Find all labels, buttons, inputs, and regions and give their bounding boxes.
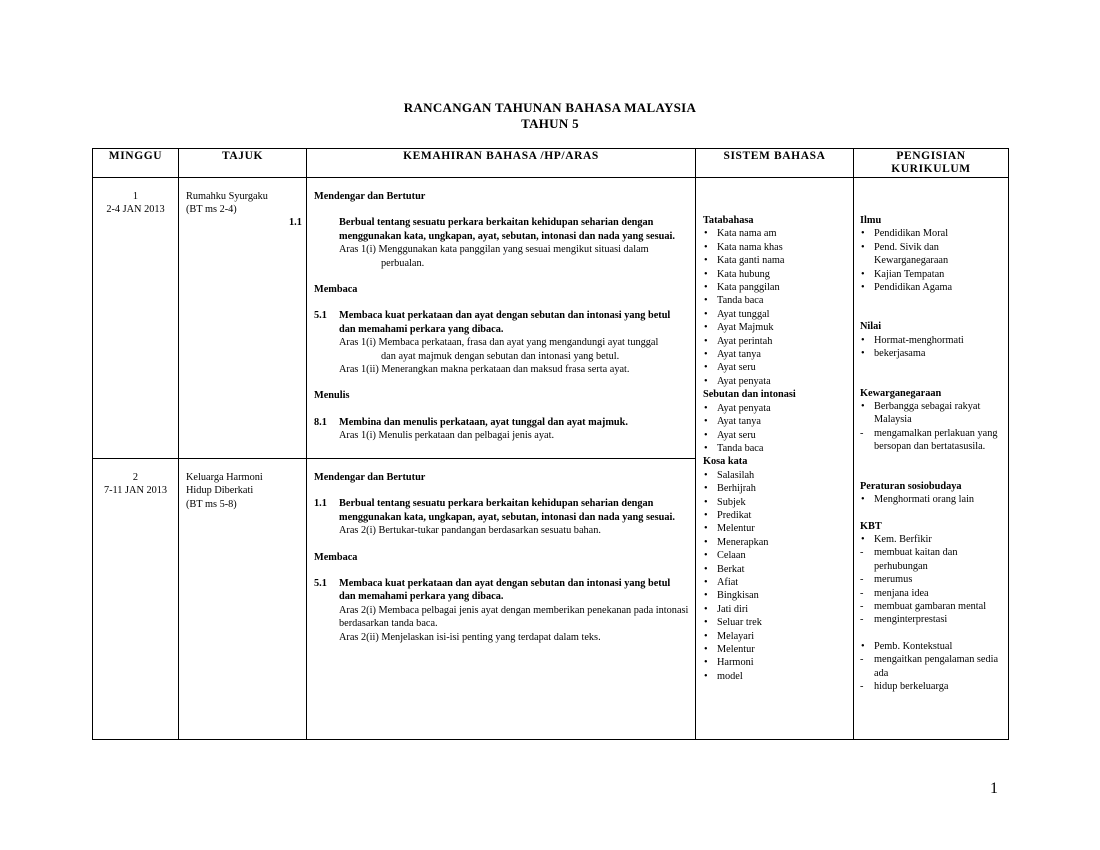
ilmu-heading: Ilmu (860, 215, 882, 226)
list-item: • Melentur (703, 643, 849, 656)
kbt-list-2 (860, 640, 1004, 694)
aras-line: Aras 1(ii) Menerangkan makna perkataan dan maksud frasa serta ayat. (339, 364, 630, 376)
list-item: • Menghormati orang lain (860, 493, 1004, 506)
list-item: • Hormat-menghormati (860, 334, 1004, 347)
week-number: 1 (132, 191, 139, 202)
list-item: • Jati diri (703, 603, 849, 616)
ilmu-list (860, 227, 1004, 294)
aras-line: perbualan. (381, 257, 425, 269)
header-row (93, 149, 1009, 178)
list-item: - menjana idea (860, 587, 1004, 600)
list-item: • Berkat (703, 563, 849, 576)
standard-item: 8.1 Membina dan menulis perkataan, ayat tunggal dan ayat majmuk. (314, 416, 628, 428)
list-item: • Kata hubung (703, 268, 849, 281)
nilai-heading: Nilai (860, 321, 882, 333)
nilai-list (860, 334, 1004, 361)
list-item: • Tanda baca (703, 442, 849, 455)
kewarganegaraan-heading: Kewarganegaraan (860, 387, 942, 399)
week-cell (93, 459, 179, 740)
peraturan-sosiobudaya-heading: Peraturan sosiobudaya (860, 480, 962, 492)
list-item: • Kata nama khas (703, 241, 849, 254)
list-item: • Afiat (703, 576, 849, 589)
list-item: - membuat kaitan dan perhubungan (860, 546, 1004, 573)
list-item: • Pemb. Kontekstual (860, 640, 1004, 653)
topic-cell (179, 178, 307, 459)
peraturan-sosiobudaya-list (860, 493, 1004, 506)
standard-number: 1.1 (314, 498, 327, 510)
list-item: • Tanda baca (703, 294, 849, 307)
list-item: • Predikat (703, 509, 849, 522)
list-item-text: Pend. Sivik dan (874, 241, 939, 253)
standard-number: 1.1 (289, 217, 302, 229)
page-number: 1 (990, 780, 998, 797)
list-item: • Melayari (703, 630, 849, 643)
list-item (860, 241, 1004, 268)
standard-number: 5.1 (314, 310, 327, 322)
list-item: • Melentur (703, 522, 849, 535)
skill-heading: Mendengar dan Bertutur (314, 191, 426, 202)
aras-line: Aras 1(i) Membaca perkataan, frasa dan ayat yang mengandungi ayat tunggal (339, 337, 659, 349)
standard-text: Membaca kuat perkataan dan ayat dengan sebutan dan intonasi yang betul dan memahami perkara yang dibaca. (339, 310, 671, 335)
header-minggu: MINGGU (93, 149, 179, 178)
kbt-heading: KBT (860, 520, 882, 532)
list-item: • Ayat penyata (703, 375, 849, 388)
list-item: • model (703, 670, 849, 683)
list-item-text: Kewarganegaraan (874, 255, 949, 267)
week-number: 2 (132, 472, 139, 483)
list-item: • Kata panggilan (703, 281, 849, 294)
standard-text: Berbual tentang sesuatu perkara berkaitan kehidupan seharian dengan menggunakan kata, ungkapan, ayat, sebutan, intonasi dan nada yang sesuai. (339, 217, 675, 242)
list-item: • Bingkisan (703, 589, 849, 602)
list-item: • Menerapkan (703, 536, 849, 549)
header-pengisian-kurikulum: PENGISIAN KURIKULUM (854, 149, 1009, 178)
list-item: • Ayat tanya (703, 348, 849, 361)
kosa-kata-list (703, 469, 849, 684)
standard-text: Membina dan menulis perkataan, ayat tunggal dan ayat majmuk (339, 416, 626, 428)
skill-heading: Membaca (314, 284, 358, 296)
list-item: • Ayat perintah (703, 335, 849, 348)
list-item: - mengaitkan pengalaman sedia ada (860, 653, 1004, 680)
kewarganegaraan-list (860, 400, 1004, 454)
topic-line: Rumahku Syurgaku (186, 191, 268, 202)
list-item: • Seluar trek (703, 616, 849, 629)
week-date: 7-11 JAN 2013 (103, 485, 168, 497)
header-sistem-bahasa: SISTEM BAHASA (696, 149, 854, 178)
list-item: - merumus (860, 573, 1004, 586)
list-item: • Kajian Tempatan (860, 268, 1004, 281)
list-item: • Pendidikan Agama (860, 281, 1004, 294)
standard-item (314, 309, 689, 336)
aras-line: Aras 1(i) Menulis perkataan dan pelbagai jenis ayat. (339, 430, 555, 442)
list-item: • Berhijrah (703, 482, 849, 495)
topic-cell (179, 459, 307, 740)
list-item: • Ayat tunggal (703, 308, 849, 321)
tatabahasa-list (703, 227, 849, 388)
list-item: - mengamalkan perlakuan yang bersopan dan bertatasusila. (860, 427, 1004, 454)
list-item: • Ayat seru (703, 361, 849, 374)
skill-heading: Membaca (314, 551, 358, 563)
topic-line: (BT ms 2-4) (186, 204, 237, 216)
list-item: • Ayat tanya (703, 415, 849, 428)
list-item: - menginterprestasi (860, 613, 1004, 626)
list-item: • Ayat Majmuk (703, 321, 849, 334)
skill-cell (307, 459, 696, 740)
aras-line: dan ayat majmuk dengan sebutan dan intonasi yang betul. (381, 350, 620, 362)
standard-item (314, 577, 689, 604)
list-item: - hidup berkeluarga (860, 680, 1004, 693)
standard-item (314, 497, 689, 524)
list-item: • Kata ganti nama (703, 254, 849, 267)
pengisian-kurikulum-cell (854, 178, 1009, 740)
header-kemahiran: KEMAHIRAN BAHASA /HP/ARAS (307, 149, 696, 178)
standard-item (289, 216, 689, 243)
list-item: • Celaan (703, 549, 849, 562)
aras-line: Aras 2(i) Membaca pelbagai jenis ayat dengan memberikan penekanan pada intonasi berdasarkan tanda baca. (339, 604, 689, 630)
kbt-list (860, 533, 1004, 627)
list-item: • bekerjasama (860, 347, 1004, 360)
skill-heading: Menulis (314, 390, 350, 402)
document-title: RANCANGAN TAHUNAN BAHASA MALAYSIA (403, 100, 697, 115)
topic-line: Hidup Diberkati (186, 485, 254, 497)
week-cell (93, 178, 179, 459)
topic-line: (BT ms 5-8) (186, 498, 237, 510)
list-item: - membuat gambaran mental (860, 600, 1004, 613)
aras-line: Aras 2(ii) Menjelaskan isi-isi penting yang terdapat dalam teks. (339, 631, 601, 643)
standard-text: Membaca kuat perkataan dan ayat dengan sebutan dan intonasi yang betul dan memahami perkara yang dibaca. (339, 578, 671, 603)
list-item: • Ayat seru (703, 429, 849, 442)
skill-cell (289, 178, 696, 459)
aras-line: Aras 2(i) Bertukar-tukar pandangan berdasarkan sesuatu bahan. (339, 525, 601, 537)
skill-heading: Mendengar dan Bertutur (314, 472, 426, 483)
standard-number: 5.1 (314, 578, 327, 590)
header-tajuk: TAJUK (179, 149, 307, 178)
yearly-plan-table (92, 148, 1009, 740)
sebutan-list (703, 402, 849, 456)
sebutan-heading: Sebutan dan intonasi (703, 389, 796, 401)
table-row (93, 178, 1009, 459)
document-subtitle: TAHUN 5 (521, 116, 579, 131)
aras-line: Aras 1(i) Menggunakan kata panggilan yang sesuai mengikut situasi dalam (339, 244, 649, 256)
list-item: • Ayat penyata (703, 402, 849, 415)
standard-text: Berbual tentang sesuatu perkara berkaitan kehidupan seharian dengan menggunakan kata, ungkapan, ayat, sebutan, intonasi dan nada yang sesuai. (339, 498, 675, 523)
sistem-bahasa-cell (696, 178, 854, 740)
list-item: • Pendidikan Moral (860, 227, 1004, 240)
standard-number: 8.1 (314, 416, 327, 428)
list-item: • Kem. Berfikir (860, 533, 1004, 546)
list-item: • Subjek (703, 496, 849, 509)
list-item: • Salasilah (703, 469, 849, 482)
tatabahasa-heading: Tatabahasa (703, 215, 754, 226)
week-date: 2-4 JAN 2013 (106, 204, 165, 216)
list-item: • Harmoni (703, 656, 849, 669)
topic-line: Keluarga Harmoni (186, 472, 263, 483)
kosa-kata-heading: Kosa kata (703, 456, 748, 468)
list-item: • Kata nama am (703, 227, 849, 240)
list-item: • Berbangga sebagai rakyat Malaysia (860, 400, 1004, 427)
